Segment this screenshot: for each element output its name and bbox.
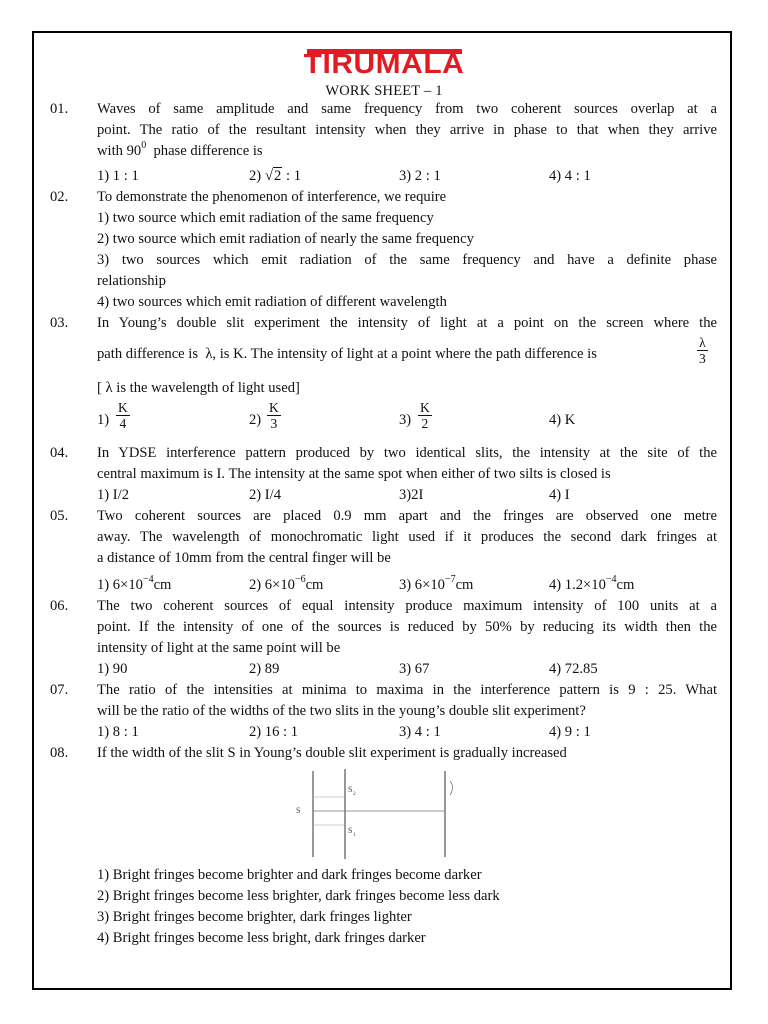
question-number: 07. — [50, 682, 69, 698]
option-4[interactable]: 4) K — [549, 412, 576, 428]
slit-s2-subscript: 2 — [353, 791, 356, 797]
unit: cm — [616, 577, 635, 593]
unit: cm — [305, 577, 324, 593]
option-4[interactable]: 4) I — [549, 487, 570, 503]
radicand: 2 — [274, 168, 282, 184]
fringe-marker — [450, 781, 453, 795]
fraction-k-over-2 — [418, 400, 432, 431]
slit-s2-label: S — [348, 785, 353, 794]
question-3-options — [0, 400, 768, 440]
question-text-line: If the width of the slit S in Young’s double slit experiment is gradually increased — [97, 745, 567, 761]
denominator: 4 — [119, 416, 127, 431]
worksheet-title: WORK SHEET – 1 — [325, 83, 443, 99]
degree-superscript: 0 — [141, 140, 147, 151]
option-1[interactable] — [97, 410, 109, 430]
numerator: K — [269, 400, 279, 415]
slit-s-label: S — [296, 806, 301, 815]
option-1[interactable]: 1) 90 — [97, 661, 128, 677]
option-prefix: 3) — [399, 412, 412, 428]
question-text-line: To demonstrate the phenomenon of interference, we require — [97, 189, 447, 205]
option-1[interactable]: 1) 8 : 1 — [97, 724, 139, 740]
option-4[interactable]: 4) 4 : 1 — [549, 168, 591, 184]
exponent: −4 — [605, 574, 617, 585]
exponent: −7 — [444, 574, 456, 585]
question-number: 02. — [50, 189, 69, 205]
question-text-line: central maximum is I. The intensity at the same spot when either of two silts is closed is — [97, 466, 611, 482]
mantissa: 1) 6×10 — [97, 577, 143, 593]
fraction-lambda-over-3 — [697, 335, 708, 366]
option-2[interactable]: 2) 89 — [249, 661, 280, 677]
option-2[interactable]: 2) Bright fringes become less brighter, dark fringes become less dark — [97, 888, 500, 904]
option-3[interactable] — [399, 575, 473, 595]
option-4[interactable]: 4) two sources which emit radiation of different wavelength — [97, 294, 447, 310]
option-4[interactable]: 4) 72.85 — [549, 661, 598, 677]
question-text-line — [97, 378, 717, 398]
sqrt-symbol: √ — [264, 168, 274, 184]
denominator: 3 — [270, 416, 278, 431]
option-1[interactable]: 1) Bright fringes become brighter and dark fringes become darker — [97, 867, 482, 883]
option-1[interactable]: 1) two source which emit radiation of the same frequency — [97, 210, 434, 226]
question-number: 04. — [50, 445, 69, 461]
option-3[interactable]: 3) two sources which emit radiation of the same frequency and have a definite phase — [97, 252, 717, 268]
slit-s1-subscript: 1 — [353, 832, 356, 838]
text-part: is the wavelength of light used] — [116, 380, 300, 396]
question-number: 08. — [50, 745, 69, 761]
question-text-line: intensity of light at the same point will be — [97, 640, 341, 656]
option-3[interactable]: 3) 2 : 1 — [399, 168, 441, 184]
brand-logo: TIRUMALA — [303, 48, 465, 79]
fraction-k-over-3 — [267, 400, 281, 431]
lambda-symbol: λ — [205, 346, 213, 362]
question-text-line: Two coherent sources are placed 0.9 mm apart and the fringes are observed one metre — [97, 508, 717, 524]
numerator: λ — [697, 335, 708, 351]
denominator: 2 — [421, 416, 429, 431]
question-text-line: Waves of same amplitude and same frequency from two coherent sources overlap at a — [97, 101, 717, 117]
option-prefix: 1) — [97, 412, 110, 428]
option-4[interactable]: 4) Bright fringes become less bright, dark fringes darker — [97, 930, 426, 946]
option-4[interactable]: 4) 9 : 1 — [549, 724, 591, 740]
question-text-line: point. If the intensity of one of the sources is reduced by 50% by reducing its width then the — [97, 619, 717, 635]
mantissa: 3) 6×10 — [399, 577, 445, 593]
option-1[interactable] — [97, 575, 171, 595]
question-number: 03. — [50, 315, 69, 331]
question-text-line: will be the ratio of the widths of the two slits in the young’s double slit experiment? — [97, 703, 586, 719]
exponent: −6 — [294, 574, 306, 585]
question-number: 06. — [50, 598, 69, 614]
question-number: 05. — [50, 508, 69, 524]
fraction-k-over-4 — [116, 400, 130, 431]
text-part: , is K. The intensity of light at a point where the path difference is — [212, 346, 597, 362]
exponent: −4 — [142, 574, 154, 585]
angle-value: with 90 — [97, 143, 142, 159]
option-3[interactable]: 3) 4 : 1 — [399, 724, 441, 740]
text-part: path difference is — [97, 346, 199, 362]
option-2[interactable] — [249, 575, 323, 595]
slit-s1-label: S — [348, 826, 353, 835]
unit: cm — [455, 577, 474, 593]
option-3[interactable]: 3) Bright fringes become brighter, dark fringes lighter — [97, 909, 412, 925]
option-2[interactable] — [249, 410, 261, 430]
option-3[interactable]: 3) 67 — [399, 661, 430, 677]
option-prefix: 2) — [249, 412, 262, 428]
option-3-continuation: relationship — [97, 273, 166, 289]
option-suffix: : 1 — [282, 168, 301, 184]
question-text-tail: phase difference is — [153, 143, 263, 159]
question-text-line — [97, 344, 717, 364]
question-text-line: The ratio of the intensities at minima to maxima in the interference pattern is 9 : 25. What — [97, 682, 717, 698]
option-2[interactable]: 2) I/4 — [249, 487, 282, 503]
question-number: 01. — [50, 101, 69, 117]
question-text-line: a distance of 10mm from the central finger will be — [97, 550, 391, 566]
question-text-line: away. The wavelength of monochromatic light used if it produces the second dark fringes at — [97, 529, 717, 545]
question-text-line — [97, 141, 717, 161]
question-text-line: point. The ratio of the resultant intensity when they arrive in phase to that when they arrive — [97, 122, 717, 138]
question-3-line-2 — [0, 335, 768, 375]
numerator: K — [118, 400, 128, 415]
option-4[interactable] — [549, 575, 634, 595]
mantissa: 4) 1.2×10 — [549, 577, 606, 593]
question-text-line: The two coherent sources of equal intensity produce maximum intensity of 100 units at a — [97, 598, 717, 614]
option-3[interactable] — [399, 410, 411, 430]
option-prefix: 2) — [249, 168, 265, 184]
option-2[interactable] — [249, 166, 301, 186]
denominator: 3 — [699, 351, 706, 366]
bracket: [ — [97, 380, 102, 396]
option-1[interactable]: 1) 1 : 1 — [97, 168, 139, 184]
mantissa: 2) 6×10 — [249, 577, 295, 593]
option-3[interactable]: 3)2I — [399, 487, 424, 503]
option-1[interactable]: 1) I/2 — [97, 487, 130, 503]
question-text-line: In YDSE interference pattern produced by two identical slits, the intensity at the site of the — [97, 445, 717, 461]
option-2[interactable]: 2) 16 : 1 — [249, 724, 299, 740]
numerator: K — [420, 400, 430, 415]
unit: cm — [153, 577, 172, 593]
option-2[interactable]: 2) two source which emit radiation of nearly the same frequency — [97, 231, 474, 247]
double-slit-diagram — [292, 769, 464, 861]
question-text-line: In Young’s double slit experiment the intensity of light at a point on the screen where the — [97, 315, 717, 331]
lambda-symbol: λ — [105, 380, 113, 396]
